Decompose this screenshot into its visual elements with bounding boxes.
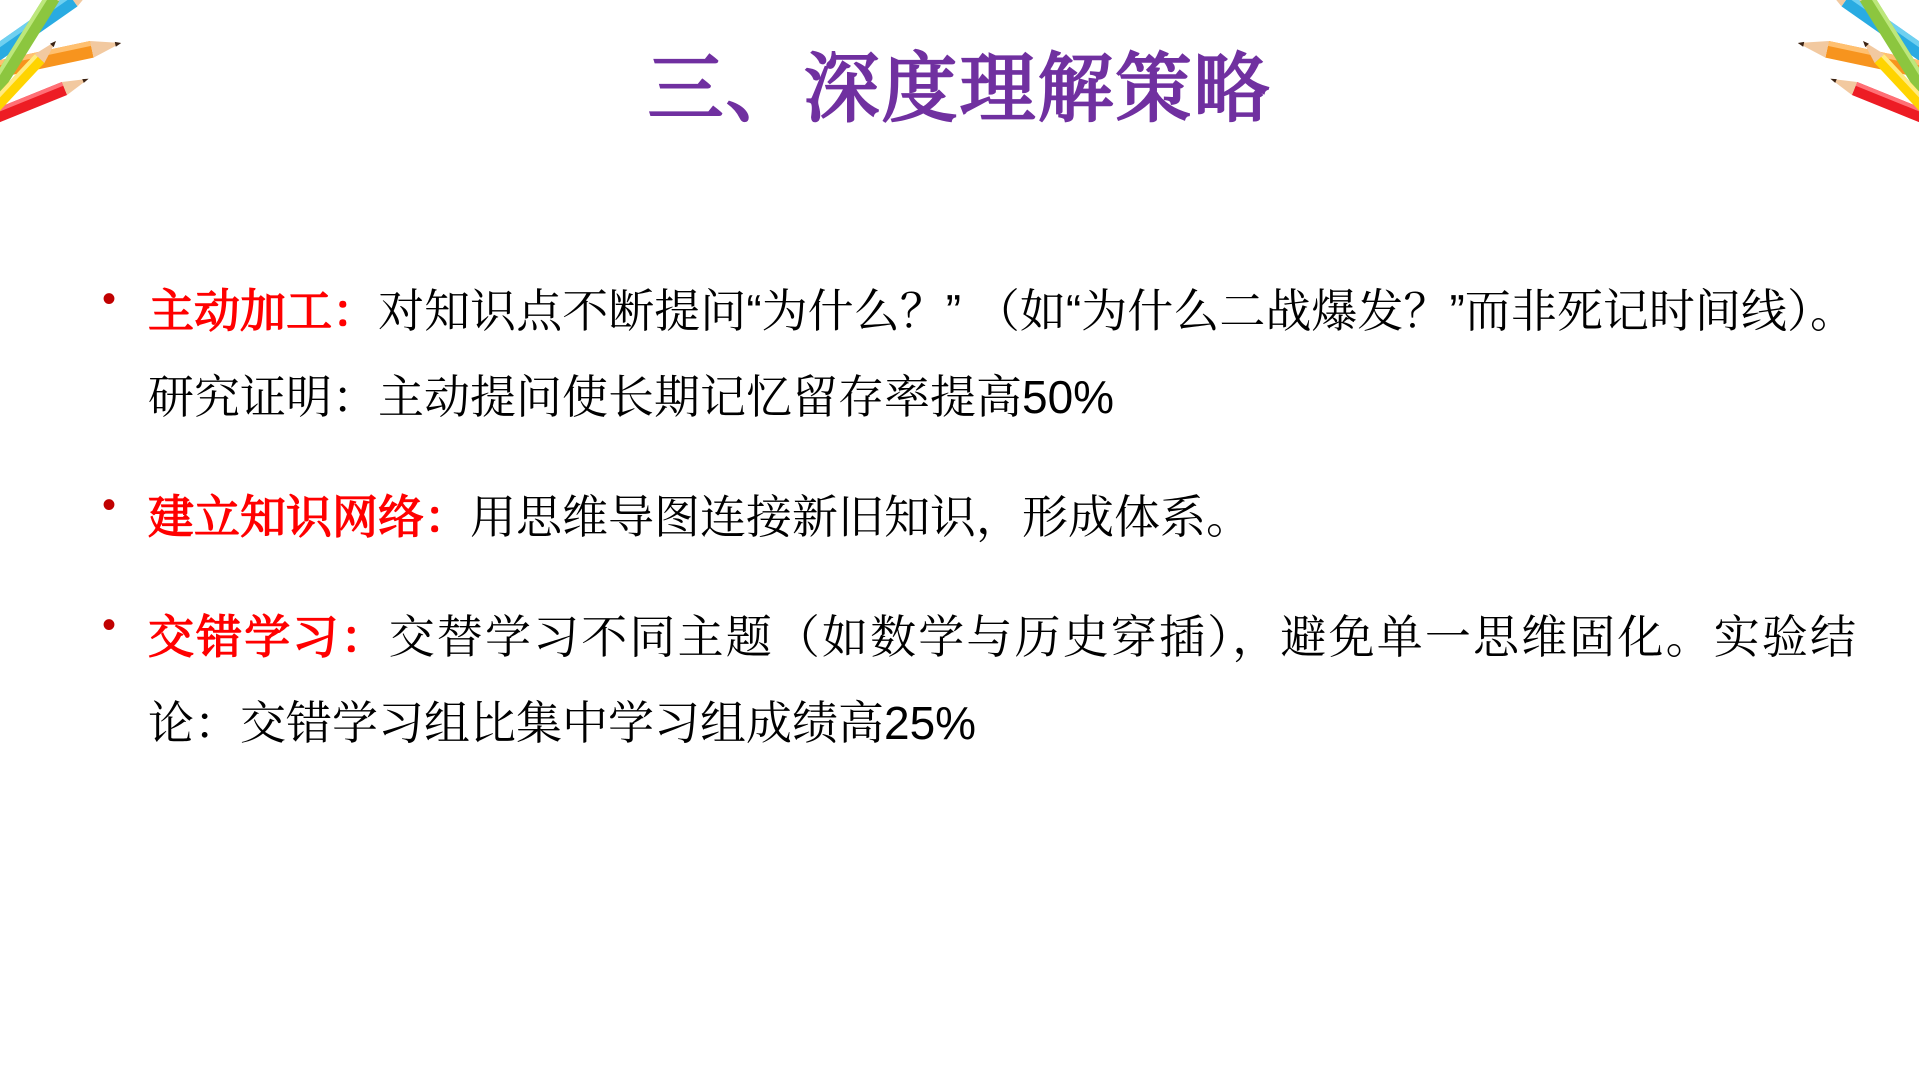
bullet-text: [148, 594, 1856, 766]
list-item: [96, 474, 1856, 560]
bullet-lead: 交错学习：: [148, 611, 389, 663]
list-item: [96, 594, 1856, 766]
bullet-marker-icon: •: [102, 483, 117, 527]
bullet-body: 对知识点不断提问“为什么？” （如“为什么二战爆发？”而非死记时间线）。研究证明：主动提问使长期记忆留存率提高50%: [148, 285, 1856, 423]
bullet-lead: 建立知识网络：: [148, 491, 470, 543]
slide-title-container: [0, 48, 1919, 132]
bullet-text: [148, 268, 1856, 440]
bullet-marker-icon: •: [102, 603, 117, 647]
bullet-body: 交替学习不同主题（如数学与历史穿插），避免单一思维固化。实验结论：交错学习组比集中学习组成绩高25%: [148, 611, 1857, 749]
page-title: 三、深度理解策略: [647, 47, 1272, 132]
bullet-body: 用思维导图连接新旧知识，形成体系。: [470, 491, 1252, 543]
list-item: [96, 268, 1856, 440]
bullet-list: [96, 268, 1856, 766]
bullet-marker-icon: •: [102, 277, 117, 321]
bullet-text: [148, 474, 1856, 560]
bullet-lead: 主动加工：: [148, 285, 379, 337]
